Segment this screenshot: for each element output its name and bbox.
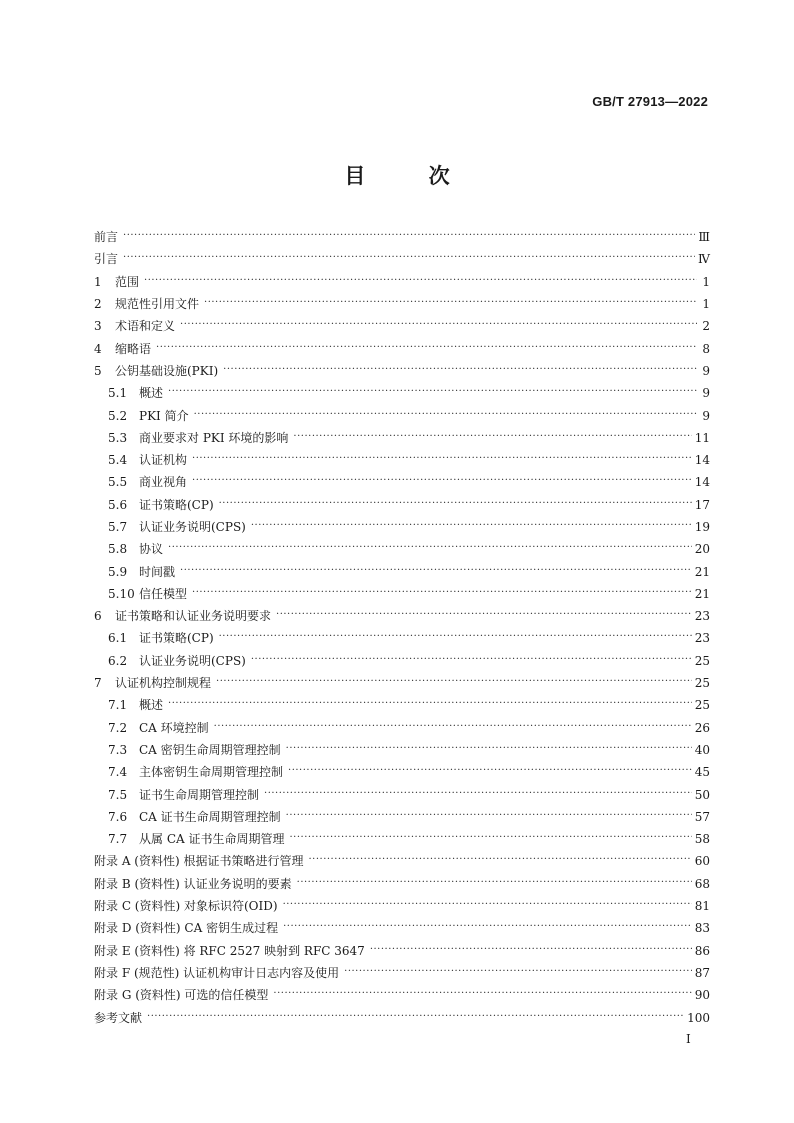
toc-entry-page: 14 xyxy=(694,475,710,490)
toc-entry-label xyxy=(94,945,365,957)
toc-dot-leader xyxy=(194,410,697,420)
toc-entry[interactable] xyxy=(94,538,710,560)
toc-dot-leader xyxy=(214,722,692,732)
toc-entry-text: 公钥基础设施(PKI) xyxy=(115,363,219,378)
toc-entry-number: 7.7 xyxy=(108,832,128,847)
toc-entry-text: 信任模型 xyxy=(139,586,188,601)
toc-entry-label xyxy=(94,922,278,934)
toc-entry-number: 5.10 xyxy=(108,586,135,601)
toc-dot-leader xyxy=(192,454,692,464)
toc-entry-label xyxy=(108,454,187,466)
toc-entry-text: 范围 xyxy=(115,274,140,289)
toc-entry-page: 17 xyxy=(694,497,710,512)
toc-dot-leader xyxy=(216,677,692,687)
toc-entry[interactable] xyxy=(94,694,710,716)
toc-entry-text: 附录 F (规范性) 认证机构审计日志内容及使用 xyxy=(94,965,340,980)
toc-entry-text: 术语和定义 xyxy=(115,319,176,334)
toc-entry-page: 25 xyxy=(694,676,710,691)
toc-entry-text: 证书策略和认证业务说明要求 xyxy=(115,609,272,624)
toc-entry-page: 19 xyxy=(694,520,710,534)
toc-entry-label xyxy=(108,410,189,422)
toc-entry[interactable] xyxy=(94,293,710,315)
toc-entry[interactable] xyxy=(94,828,710,850)
toc-entry-page: 100 xyxy=(687,1010,710,1025)
toc-dot-leader xyxy=(293,432,691,442)
toc-entry-number: 7.5 xyxy=(108,787,128,802)
toc-entry[interactable] xyxy=(94,940,710,962)
toc-entry-label xyxy=(94,276,139,288)
toc-entry-number: 5.3 xyxy=(108,430,128,445)
standard-code: GB/T 27913—2022 xyxy=(592,94,708,109)
toc-entry-text: 主体密钥生命周期管理控制 xyxy=(139,765,284,780)
toc-entry[interactable] xyxy=(94,226,710,248)
toc-entry-number: 2 xyxy=(94,297,102,312)
toc-entry-number: 7.1 xyxy=(108,698,128,713)
toc-entry-page: 60 xyxy=(694,854,710,869)
toc-entry-text: 前言 xyxy=(94,230,119,245)
toc-entry-label xyxy=(108,566,175,578)
toc-entry[interactable] xyxy=(94,1006,710,1028)
toc-entry-label xyxy=(108,655,246,667)
toc-entry-text: 附录 A (资料性) 根据证书策略进行管理 xyxy=(94,854,304,869)
toc-entry-text: 附录 D (资料性) CA 密钥生成过程 xyxy=(94,921,279,936)
toc-entry-label xyxy=(108,811,281,823)
toc-entry-page: 23 xyxy=(694,609,710,624)
toc-entry-label xyxy=(108,521,246,533)
toc-entry-page: 40 xyxy=(694,742,710,757)
toc-entry-label xyxy=(94,298,199,310)
toc-entry-label xyxy=(108,722,209,734)
toc-entry-page: 25 xyxy=(694,653,710,668)
toc-dot-leader xyxy=(286,811,692,821)
toc-entry-page: 11 xyxy=(694,430,710,445)
toc-dot-leader xyxy=(192,588,692,598)
toc-entry-text: 引言 xyxy=(94,252,119,267)
toc-entry[interactable] xyxy=(94,739,710,761)
toc-dot-leader xyxy=(264,789,692,799)
toc-entry-number: 7.3 xyxy=(108,742,128,757)
toc-entry-text: 从属 CA 证书生命周期管理 xyxy=(139,832,285,847)
toc-entry-text: 参考文献 xyxy=(94,1010,143,1025)
toc-entry-label xyxy=(108,744,281,756)
toc-entry-page: 9 xyxy=(702,408,710,423)
toc-entry[interactable] xyxy=(94,761,710,783)
toc-dot-leader xyxy=(192,476,692,486)
toc-entry[interactable] xyxy=(94,494,710,516)
toc-dot-leader xyxy=(289,833,691,843)
toc-entry-page: 83 xyxy=(694,921,710,936)
toc-dot-leader xyxy=(297,878,692,888)
toc-entry[interactable] xyxy=(94,427,710,449)
toc-entry-number: 5.6 xyxy=(108,497,128,512)
toc-entry-text: 规范性引用文件 xyxy=(115,297,200,312)
toc-entry[interactable] xyxy=(94,583,710,605)
toc-dot-leader xyxy=(344,967,692,977)
toc-entry[interactable] xyxy=(94,248,710,270)
toc-entry-page: 90 xyxy=(694,988,710,1003)
toc-dot-leader xyxy=(204,298,697,308)
toc-entry-text: 认证业务说明(CPS) xyxy=(139,653,246,668)
toc-dot-leader xyxy=(273,989,691,999)
toc-entry-text: 认证机构控制规程 xyxy=(115,676,212,691)
toc-entry-text: 缩略语 xyxy=(115,341,152,356)
toc-entry-number: 7.6 xyxy=(108,809,128,824)
toc-entry-label xyxy=(108,432,288,444)
toc-entry-label xyxy=(94,878,292,890)
toc-dot-leader xyxy=(123,231,695,241)
toc-dot-leader xyxy=(308,855,691,865)
toc-entry-label xyxy=(94,967,339,979)
toc-entry-text: 证书策略(CP) xyxy=(139,631,214,646)
toc-entry-page: 1 xyxy=(702,297,710,312)
toc-entry-page: 45 xyxy=(694,765,710,780)
toc-entry[interactable] xyxy=(94,717,710,739)
toc-entry-page: 25 xyxy=(694,698,710,713)
toc-entry[interactable] xyxy=(94,627,710,649)
toc-entry-text: 时间戳 xyxy=(139,564,176,579)
toc-entry-number: 4 xyxy=(94,341,102,356)
toc-entry-number: 3 xyxy=(94,319,102,334)
toc-entry-label xyxy=(94,365,218,377)
toc-entry-page: 81 xyxy=(694,899,710,914)
toc-entry-label xyxy=(108,387,163,399)
toc-entry-text: 证书生命周期管理控制 xyxy=(139,787,260,802)
toc-entry-label xyxy=(94,320,175,332)
toc-entry[interactable] xyxy=(94,984,710,1006)
toc-entry-number: 5.5 xyxy=(108,475,128,490)
toc-entry-label xyxy=(108,833,284,845)
toc-entry[interactable] xyxy=(94,337,710,359)
toc-dot-leader xyxy=(180,566,692,576)
toc-dot-leader xyxy=(147,1012,684,1022)
toc-entry-text: 概述 xyxy=(139,386,164,401)
toc-dot-leader xyxy=(288,766,692,776)
toc-dot-leader xyxy=(180,320,697,330)
toc-dot-leader xyxy=(276,610,692,620)
toc-entry[interactable] xyxy=(94,449,710,471)
toc-entry-text: 认证机构 xyxy=(139,453,188,468)
toc-entry-page: 21 xyxy=(694,564,710,579)
toc-entry-number: 6.2 xyxy=(108,653,128,668)
toc-dot-leader xyxy=(219,632,692,642)
toc-entry-page: 86 xyxy=(694,943,710,958)
toc-entry-label xyxy=(108,789,259,801)
toc-entry-number: 6.1 xyxy=(108,631,128,646)
toc-entry-label xyxy=(94,231,118,243)
toc-entry-text: 商业视角 xyxy=(139,475,188,490)
toc-entry-page: 20 xyxy=(694,542,710,557)
toc-entry-text: CA 证书生命周期管理控制 xyxy=(139,809,281,824)
toc-entry-label xyxy=(94,989,268,1001)
toc-entry[interactable] xyxy=(94,605,710,627)
toc-entry[interactable] xyxy=(94,672,710,694)
toc-entry-label xyxy=(108,499,214,511)
toc-entry-label xyxy=(94,855,303,867)
toc-entry-label xyxy=(94,343,151,355)
toc-entry-label xyxy=(108,766,283,778)
toc-entry-text: PKI 简介 xyxy=(139,408,189,423)
toc-entry-label xyxy=(94,253,118,265)
toc-entry-label xyxy=(94,1012,142,1024)
toc-entry-text: 认证业务说明(CPS) xyxy=(139,520,246,534)
table-of-contents xyxy=(94,226,710,1029)
toc-dot-leader xyxy=(370,945,692,955)
toc-entry-page: 8 xyxy=(702,341,710,356)
toc-dot-leader xyxy=(144,276,697,286)
toc-entry-text: 商业要求对 PKI 环境的影响 xyxy=(139,430,289,445)
toc-dot-leader xyxy=(223,365,697,375)
toc-entry-label xyxy=(94,900,278,912)
toc-entry[interactable] xyxy=(94,382,710,404)
toc-entry-label xyxy=(94,610,271,622)
toc-entry-label xyxy=(108,543,163,555)
toc-entry-number: 5.7 xyxy=(108,520,128,534)
toc-entry[interactable] xyxy=(94,917,710,939)
toc-entry[interactable] xyxy=(94,471,710,493)
toc-entry-page: 68 xyxy=(694,876,710,891)
toc-entry-page: 50 xyxy=(694,787,710,802)
toc-entry-page: 87 xyxy=(694,965,710,980)
toc-entry-page: 58 xyxy=(694,832,710,847)
toc-entry-page: Ⅳ xyxy=(698,252,710,267)
toc-entry-text: 概述 xyxy=(139,698,164,713)
toc-entry-page: 9 xyxy=(702,363,710,378)
toc-entry[interactable] xyxy=(94,962,710,984)
toc-dot-leader xyxy=(168,387,697,397)
toc-entry-number: 5.9 xyxy=(108,564,128,579)
toc-entry-text: 证书策略(CP) xyxy=(139,497,214,512)
toc-entry-label xyxy=(94,677,211,689)
toc-dot-leader xyxy=(123,253,695,263)
toc-entry-text: 附录 E (资料性) 将 RFC 2527 映射到 RFC 3647 xyxy=(94,943,365,958)
toc-entry-number: 7.4 xyxy=(108,765,128,780)
toc-dot-leader xyxy=(219,499,692,509)
toc-entry-text: 附录 G (资料性) 可选的信任模型 xyxy=(94,988,269,1003)
toc-entry-number: 7.2 xyxy=(108,720,128,735)
toc-entry-label xyxy=(108,632,214,644)
toc-entry[interactable] xyxy=(94,650,710,672)
toc-entry[interactable] xyxy=(94,850,710,872)
toc-entry-page: 9 xyxy=(702,386,710,401)
toc-dot-leader xyxy=(286,744,692,754)
toc-entry-number: 5.4 xyxy=(108,453,128,468)
toc-dot-leader xyxy=(168,699,692,709)
toc-entry-number: 6 xyxy=(94,609,102,624)
toc-entry-number: 5.1 xyxy=(108,386,128,401)
toc-entry-page: 26 xyxy=(694,720,710,735)
toc-entry-page: 1 xyxy=(702,274,710,289)
toc-entry[interactable] xyxy=(94,895,710,917)
toc-entry-page: 23 xyxy=(694,631,710,646)
toc-dot-leader xyxy=(251,655,692,665)
toc-entry-text: CA 密钥生命周期管理控制 xyxy=(139,742,281,757)
toc-entry-label xyxy=(108,476,187,488)
toc-entry-text: 附录 B (资料性) 认证业务说明的要素 xyxy=(94,876,292,891)
toc-entry-page: 21 xyxy=(694,586,710,601)
toc-dot-leader xyxy=(283,922,692,932)
toc-entry[interactable] xyxy=(94,806,710,828)
toc-entry[interactable] xyxy=(94,360,710,382)
footer-page-number: I xyxy=(686,1032,691,1046)
toc-entry[interactable] xyxy=(94,271,710,293)
toc-entry-label xyxy=(108,699,163,711)
toc-entry-number: 5.2 xyxy=(108,408,128,423)
toc-entry-page: 57 xyxy=(694,809,710,824)
toc-entry-text: CA 环境控制 xyxy=(139,720,209,735)
toc-dot-leader xyxy=(168,543,692,553)
toc-entry-page: 2 xyxy=(702,319,710,334)
toc-entry[interactable] xyxy=(94,560,710,582)
toc-entry-number: 5 xyxy=(94,363,102,378)
toc-entry[interactable] xyxy=(94,516,710,538)
toc-entry[interactable] xyxy=(94,404,710,426)
toc-entry[interactable] xyxy=(94,873,710,895)
toc-entry-number: 1 xyxy=(94,274,102,289)
page-title: 目 次 xyxy=(344,164,478,188)
toc-entry-text: 附录 C (资料性) 对象标识符(OID) xyxy=(94,899,278,914)
toc-entry-number: 5.8 xyxy=(108,542,128,557)
toc-entry-label xyxy=(108,588,187,600)
toc-dot-leader xyxy=(156,343,697,353)
toc-entry-number: 7 xyxy=(94,676,102,691)
toc-entry[interactable] xyxy=(94,315,710,337)
toc-entry[interactable] xyxy=(94,783,710,805)
toc-entry-page: 14 xyxy=(694,453,710,468)
toc-dot-leader xyxy=(283,900,692,910)
toc-entry-text: 协议 xyxy=(139,542,164,557)
toc-dot-leader xyxy=(251,521,692,531)
toc-entry-page: Ⅲ xyxy=(698,230,710,245)
